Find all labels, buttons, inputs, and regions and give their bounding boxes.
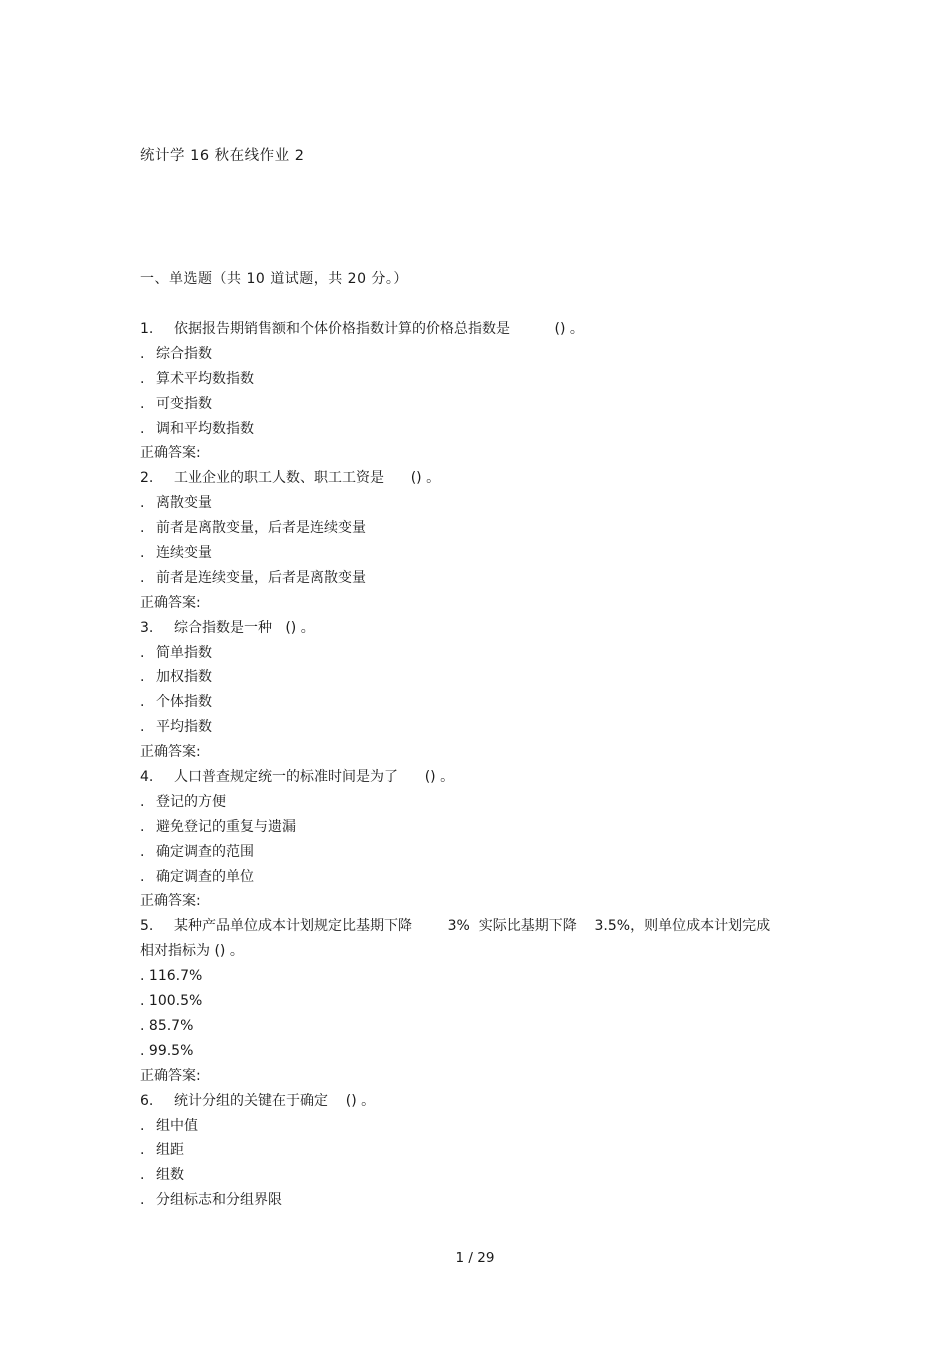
question-number: 3. [140,619,154,636]
option-text: 连续变量 [156,545,212,562]
option-marker: . [140,818,145,835]
option-marker: . [140,420,145,437]
option-text: 调和平均数指数 [156,420,254,437]
question-2 [140,466,820,491]
option-text: 简单指数 [156,644,212,661]
question-text: 人口普查规定统一的标准时间是为了 () 。 [174,769,455,786]
option [140,1014,820,1039]
question-text: 依据报告期销售额和个体价格指数计算的价格总指数是 () 。 [174,321,584,337]
option-text: 离散变量 [156,495,212,512]
option-text: 确定调查的范围 [156,843,254,860]
option-text: 加权指数 [156,669,212,686]
option [140,1039,820,1064]
option-marker: . [140,644,145,661]
option-marker: . [140,370,145,387]
option-text: 116.7% [148,968,203,985]
option [140,541,820,566]
question-1 [140,317,820,342]
option [140,491,820,516]
option-marker: . [140,993,145,1010]
option-marker: . [140,719,145,736]
option-marker: . [140,1192,145,1209]
option-text: 登记的方便 [156,793,226,810]
option [140,665,820,690]
question-text: 统计分组的关键在于确定 () 。 [174,1092,376,1109]
option [140,367,820,392]
question-6 [140,1089,820,1114]
option [140,715,820,740]
answer-label: 正确答案: [140,744,201,761]
option-text: 组距 [156,1142,184,1159]
option [140,989,820,1014]
option [140,690,820,715]
option-text: 平均指数 [156,719,212,736]
answer-label: 正确答案: [140,1067,201,1084]
option [140,964,820,989]
option-text: 85.7% [148,1017,194,1034]
option [140,1188,820,1213]
option-marker: . [140,395,145,412]
option-marker: . [140,1042,145,1059]
answer-label: 正确答案: [140,594,201,611]
option-marker: . [140,968,145,985]
option-text: 分组标志和分组界限 [156,1192,282,1209]
option-marker: . [140,843,145,860]
question-3 [140,616,820,641]
option-marker: . [140,545,145,562]
option [140,1138,820,1163]
option-text: 前者是离散变量，后者是连续变量 [156,520,366,537]
answer-label: 正确答案: [140,445,201,462]
question-list [140,317,820,1213]
option-text: 个体指数 [156,694,212,711]
option [140,790,820,815]
option-marker: . [140,694,145,711]
question-number: 1. [140,321,154,337]
option-marker: . [140,793,145,810]
question-4 [140,765,820,790]
option-text: 99.5% [148,1042,194,1059]
question-number: 2. [140,470,154,487]
option-marker: . [140,1167,145,1184]
option-text: 综合指数 [156,345,212,362]
option-text: 确定调查的单位 [156,868,254,885]
option [140,417,820,442]
option [140,840,820,865]
question-text-continued: 相对指标为 () 。 [140,943,244,960]
question-number: 4. [140,769,154,786]
question-text: 工业企业的职工人数、职工工资是 () 。 [174,470,441,487]
option-text: 算术平均数指数 [156,370,254,387]
question-text: 某种产品单位成本计划规定比基期下降 3% 实际比基期下降 3.5%，则单位成本计划完成 [174,918,771,935]
option-text: 组数 [156,1167,184,1184]
option [140,566,820,591]
option-text: 100.5% [148,993,203,1010]
option-marker: . [140,1017,145,1034]
option [140,392,820,417]
option [140,641,820,666]
option-marker: . [140,868,145,885]
option-text: 可变指数 [156,395,212,412]
section-header: 一、单选题（共 10 道试题，共 20 分。） [140,271,408,287]
option-marker: . [140,520,145,537]
option-text: 组中值 [156,1117,198,1134]
option-marker: . [140,345,145,362]
option [140,815,820,840]
option [140,342,820,367]
question-number: 5. [140,918,154,935]
question-number: 6. [140,1092,154,1109]
answer-label: 正确答案: [140,893,201,910]
question-5 [140,914,820,939]
option-marker: . [140,1117,145,1134]
option-text: 避免登记的重复与遗漏 [156,818,296,835]
page-number: 1 / 29 [455,1250,495,1266]
option [140,516,820,541]
document-title: 统计学 16 秋在线作业 2 [140,148,305,164]
option [140,1114,820,1139]
option [140,865,820,890]
option-marker: . [140,1142,145,1159]
question-text: 综合指数是一种 () 。 [174,619,315,636]
option [140,1163,820,1188]
option-marker: . [140,495,145,512]
option-text: 前者是连续变量，后者是离散变量 [156,569,366,586]
option-marker: . [140,669,145,686]
option-marker: . [140,569,145,586]
